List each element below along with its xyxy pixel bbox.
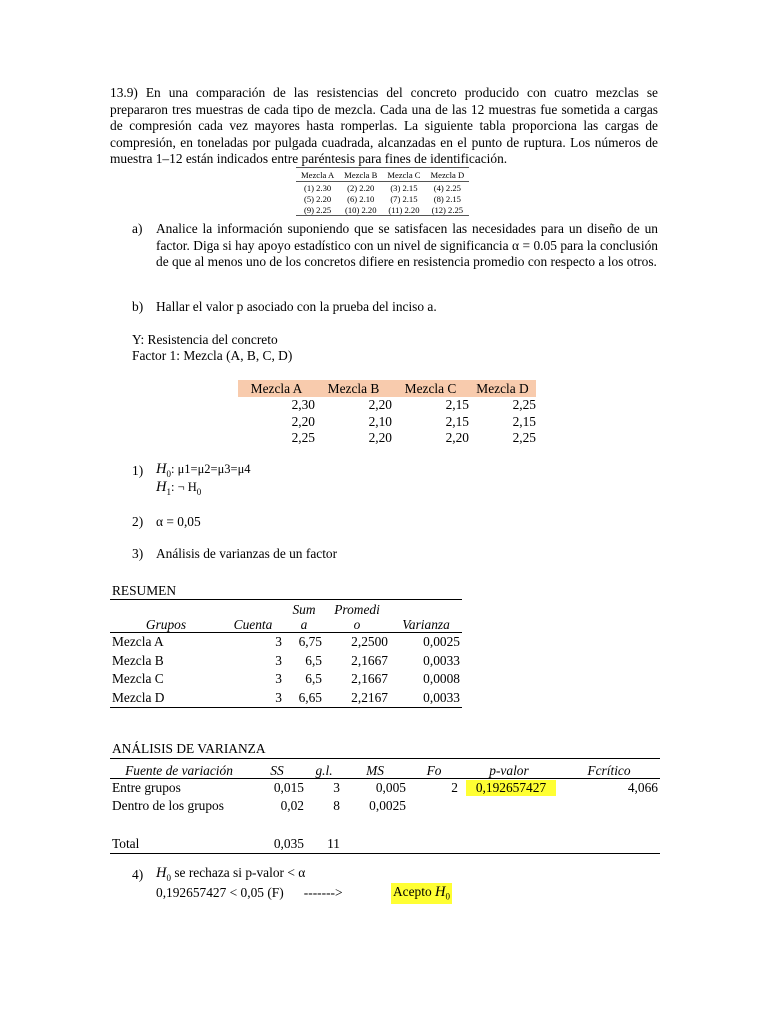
book-table-row xyxy=(296,193,469,204)
resumen-cell: Mezcla C xyxy=(112,671,164,687)
h-subscript: 1 xyxy=(166,486,171,497)
book-table-cell: (12) 2.25 xyxy=(426,204,470,216)
resumen-cell: 3 xyxy=(275,671,282,687)
anova-cell: 4,066 xyxy=(627,779,658,795)
anova-row-entre xyxy=(110,778,660,797)
step-3-number: 3) xyxy=(132,546,144,561)
response-variable: Y: Resistencia del concreto xyxy=(132,332,278,347)
anova-header: p-valor xyxy=(460,759,558,778)
resumen-cell: 0,0033 xyxy=(390,689,462,708)
resumen-cell: 3 xyxy=(275,652,282,668)
resumen-header: Cuenta xyxy=(222,600,284,633)
resumen-header: Promedi o xyxy=(324,600,390,633)
data-table-header: Mezcla B xyxy=(315,380,392,397)
null-hypothesis xyxy=(156,461,251,479)
p-value-cell xyxy=(460,778,558,797)
anova-row-total xyxy=(110,834,660,853)
resumen-row xyxy=(110,652,462,671)
step-1-number: 1) xyxy=(132,463,144,478)
data-cell: 2,10 xyxy=(368,413,392,429)
anova-cell: Total xyxy=(110,834,248,853)
resumen-header: Grupos xyxy=(110,600,222,633)
data-cell: 2,25 xyxy=(291,430,315,446)
h-symbol: H xyxy=(156,461,167,477)
anova-spacer-row xyxy=(110,816,660,835)
book-table-cell: (1) 2.30 xyxy=(303,182,332,193)
anova-cell: Dentro de los grupos xyxy=(112,798,224,814)
resumen-row xyxy=(110,689,462,708)
h-subscript: 0 xyxy=(166,468,171,479)
resumen-cell: 0,0033 xyxy=(423,652,460,668)
anova-header: Fuente de variación xyxy=(110,759,248,778)
data-cell: 2,30 xyxy=(291,397,315,413)
resumen-table xyxy=(110,600,462,708)
h-symbol: H xyxy=(156,479,167,495)
resumen-title: RESUMEN xyxy=(112,583,176,598)
data-cell: 2,20 xyxy=(368,397,392,413)
book-table-cell: (6) 2.10 xyxy=(347,193,375,204)
anova-cell: 0,02 xyxy=(280,798,304,814)
anova-cell: 0,005 xyxy=(375,779,406,795)
resumen-cell: 0,0025 xyxy=(423,634,460,650)
resumen-cell: 2,2500 xyxy=(351,634,388,650)
data-cell: 2,15 xyxy=(512,413,536,429)
book-table-cell: (7) 2.15 xyxy=(390,193,418,204)
step-4-number: 4) xyxy=(132,867,144,882)
data-cell: 2,15 xyxy=(445,413,469,429)
h-subscript: 0 xyxy=(445,891,451,902)
significance-level: α = 0,05 xyxy=(156,514,201,529)
resumen-cell: 6,5 xyxy=(305,652,322,668)
resumen-cell: 6,65 xyxy=(284,689,324,708)
h-subscript: 0 xyxy=(166,872,171,883)
anova-cell: 2 xyxy=(451,779,458,795)
anova-cell: 0,0025 xyxy=(369,798,406,814)
data-cell: 2,15 xyxy=(445,397,469,413)
analysis-title: Análisis de varianzas de un factor xyxy=(156,546,338,561)
rejection-rule-text: se rechaza si p-valor < α xyxy=(170,865,306,880)
question-b-marker: b) xyxy=(132,299,144,314)
data-cell: 2,20 xyxy=(368,430,392,446)
data-table-row xyxy=(238,397,536,414)
book-table-header: Mezcla A xyxy=(296,168,339,182)
anova-row-dentro xyxy=(110,797,660,816)
book-table-row xyxy=(296,182,469,194)
resumen-header: Sum a xyxy=(284,600,324,633)
anova-header: Fo xyxy=(408,759,460,778)
resumen-cell: 2,1667 xyxy=(351,652,388,668)
book-table-cell: (3) 2.15 xyxy=(390,182,418,193)
question-b-text: Hallar el valor p asociado con la prueba del inciso a. xyxy=(156,299,437,314)
book-table-header: Mezcla B xyxy=(339,168,382,182)
question-a-text: Analice la información suponiendo que se satisfacen las necesidades para un diseño de un factor. Diga si hay apoyo estadístico con un nivel de significancia α = 0.05 para la conclusión de que al menos uno de los concretos difiere en resistencia promedio con respecto a los otros. xyxy=(156,221,658,269)
anova-cell: 8 xyxy=(333,798,340,814)
book-table-row xyxy=(296,204,469,216)
data-table-header: Mezcla C xyxy=(392,380,469,397)
alt-hypothesis-relation: : ¬ H xyxy=(170,480,197,494)
book-table-cell: (9) 2.25 xyxy=(296,204,339,216)
book-table-cell: (2) 2.20 xyxy=(347,182,375,193)
resumen-cell: 3 xyxy=(222,689,284,708)
anova-cell: Entre grupos xyxy=(112,779,181,795)
resumen-cell: 0,0008 xyxy=(423,671,460,687)
data-table-header: Mezcla A xyxy=(238,380,315,397)
anova-cell: 3 xyxy=(333,779,340,795)
data-table-row xyxy=(238,414,536,431)
data-table-row xyxy=(238,430,536,447)
anova-cell: 11 xyxy=(306,834,342,853)
book-table-cell: (11) 2.20 xyxy=(382,204,425,216)
rejection-rule xyxy=(156,865,305,883)
problem-text: 13.9) En una comparación de las resistencias del concreto producido con cuatro mezclas se prepararon tres muestras de cada tipo de mezcla. Cada una de las 12 muestras fue sometida a cargas de compresión cada vez mayores hasta romperlas. La siguiente tabla proporciona las cargas de compresión, en toneladas por pulgada cuadrada, alcanzadas en el punto de ruptura. Los números de muestra 1–12 están indicados entre paréntesis para fines de identificación. xyxy=(110,85,658,166)
data-cell: 2,25 xyxy=(512,397,536,413)
decision-highlight xyxy=(391,883,452,904)
book-table-header: Mezcla C xyxy=(382,168,425,182)
book-table xyxy=(296,167,469,216)
resumen-cell: 2,1667 xyxy=(351,671,388,687)
comparison: 0,192657427 < 0,05 (F) -------> xyxy=(156,885,343,900)
book-table-cell: (5) 2.20 xyxy=(303,193,332,204)
anova-title: ANÁLISIS DE VARIANZA xyxy=(112,741,266,756)
question-a-marker: a) xyxy=(132,221,143,236)
h-symbol: H xyxy=(156,865,167,881)
h-subscript: 0 xyxy=(196,486,202,497)
resumen-cell: 2,2167 xyxy=(324,689,390,708)
alt-hypothesis xyxy=(156,479,201,497)
resumen-cell: Mezcla D xyxy=(110,689,222,708)
factor-variable: Factor 1: Mezcla (A, B, C, D) xyxy=(132,348,293,363)
data-table-header: Mezcla D xyxy=(469,380,536,397)
resumen-cell: 3 xyxy=(275,634,282,650)
decision-text: Acepto xyxy=(393,884,436,899)
data-table xyxy=(238,380,536,447)
anova-header: SS xyxy=(248,759,306,778)
step-2-number: 2) xyxy=(132,514,144,529)
resumen-header: Varianza xyxy=(390,600,462,633)
null-hypothesis-relation: : μ1=μ2=μ3=μ4 xyxy=(170,462,251,476)
anova-header: Fcrítico xyxy=(558,759,660,778)
data-cell: 2,20 xyxy=(445,430,469,446)
resumen-cell: 6,75 xyxy=(298,634,322,650)
h-symbol: H xyxy=(435,884,446,900)
data-cell: 2,25 xyxy=(512,430,536,446)
anova-table xyxy=(110,759,660,854)
book-table-header: Mezcla D xyxy=(426,168,470,182)
data-cell: 2,20 xyxy=(291,413,315,429)
resumen-cell: Mezcla B xyxy=(112,652,164,668)
resumen-row xyxy=(110,633,462,652)
resumen-cell: Mezcla A xyxy=(112,634,164,650)
book-table-cell: (4) 2.25 xyxy=(433,182,461,193)
resumen-row xyxy=(110,670,462,689)
book-table-cell: (10) 2.20 xyxy=(339,204,382,216)
p-value-highlight: 0,192657427 xyxy=(466,780,556,796)
resumen-cell: 6,5 xyxy=(305,671,322,687)
anova-header: MS xyxy=(342,759,408,778)
anova-cell: 0,015 xyxy=(273,779,304,795)
anova-header: g.l. xyxy=(306,759,342,778)
book-table-cell: (8) 2.15 xyxy=(433,193,461,204)
anova-cell: 0,035 xyxy=(248,834,306,853)
